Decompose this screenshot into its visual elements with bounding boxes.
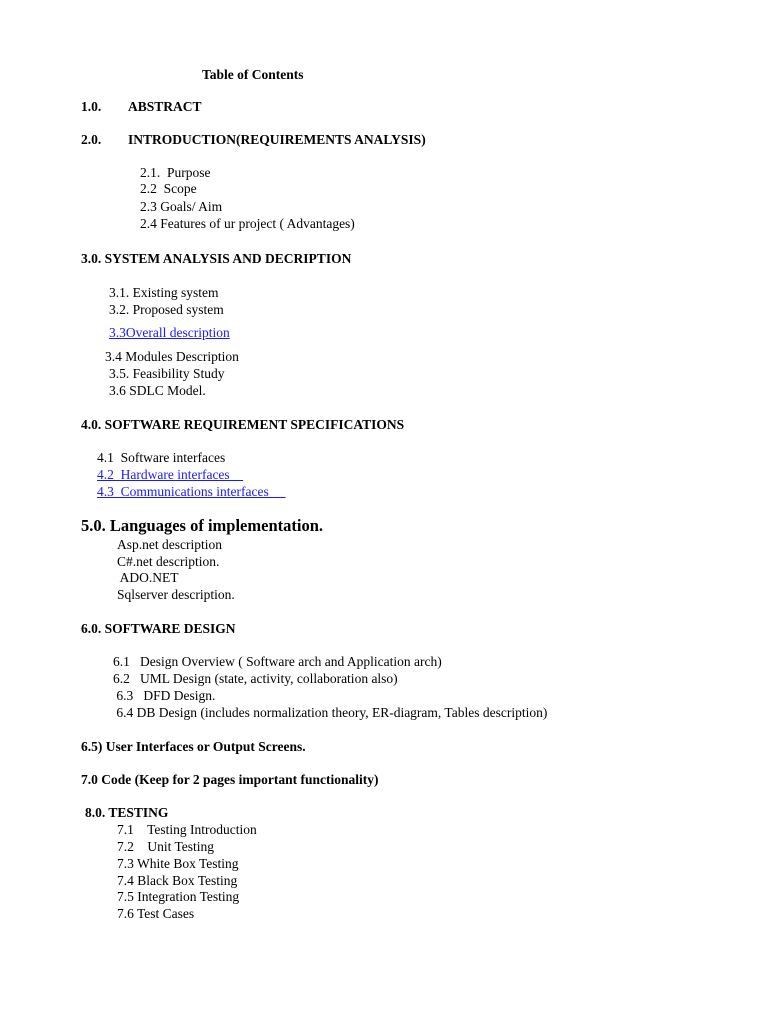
- section-2-number: 2.0.: [81, 132, 102, 147]
- item-5-aspnet: Asp.net description: [117, 537, 222, 552]
- section-6-title: 6.0. SOFTWARE DESIGN: [81, 621, 236, 636]
- link-4-3-communications-interfaces[interactable]: 4.3 Communications interfaces: [97, 484, 286, 499]
- section-5-title: 5.0. Languages of implementation.: [81, 516, 324, 535]
- item-2-1: 2.1. Purpose: [140, 165, 211, 180]
- section-2-title: INTRODUCTION(REQUIREMENTS ANALYSIS): [128, 132, 426, 147]
- section-4-title: 4.0. SOFTWARE REQUIREMENT SPECIFICATIONS: [81, 417, 405, 432]
- link-4-2-hardware-interfaces[interactable]: 4.2 Hardware interfaces: [97, 467, 244, 482]
- item-8-1: 7.1 Testing Introduction: [117, 822, 257, 837]
- item-3-2: 3.2. Proposed system: [109, 302, 224, 317]
- item-6-2: 6.2 UML Design (state, activity, collaboration also): [113, 671, 398, 686]
- toc-title: Table of Contents: [202, 67, 304, 82]
- item-8-3: 7.3 White Box Testing: [117, 856, 239, 871]
- item-8-4: 7.4 Black Box Testing: [117, 873, 238, 888]
- item-3-6: 3.6 SDLC Model.: [109, 383, 206, 398]
- item-5-sqlserver: Sqlserver description.: [117, 587, 235, 602]
- section-8-title: 8.0. TESTING: [85, 805, 169, 820]
- item-8-6: 7.6 Test Cases: [117, 906, 195, 921]
- item-8-5: 7.5 Integration Testing: [117, 889, 240, 904]
- item-3-4: 3.4 Modules Description: [105, 349, 239, 364]
- item-4-1: 4.1 Software interfaces: [97, 450, 226, 465]
- link-3-3-overall-description[interactable]: 3.3Overall description: [109, 325, 230, 340]
- item-3-1: 3.1. Existing system: [109, 285, 219, 300]
- section-1-number: 1.0.: [81, 99, 102, 114]
- section-3-title: 3.0. SYSTEM ANALYSIS AND DECRIPTION: [81, 251, 352, 266]
- section-1-title: ABSTRACT: [128, 99, 202, 114]
- item-2-3: 2.3 Goals/ Aim: [140, 199, 223, 214]
- item-6-1: 6.1 Design Overview ( Software arch and Application arch): [113, 654, 442, 669]
- item-3-5: 3.5. Feasibility Study: [109, 366, 225, 381]
- item-6-4: 6.4 DB Design (includes normalization theory, ER-diagram, Tables description): [113, 705, 548, 720]
- item-2-2: 2.2 Scope: [140, 181, 197, 196]
- item-8-2: 7.2 Unit Testing: [117, 839, 215, 854]
- item-5-adonet: ADO.NET: [117, 570, 179, 585]
- section-6-5-title: 6.5) User Interfaces or Output Screens.: [81, 739, 306, 754]
- section-7-title: 7.0 Code (Keep for 2 pages important functionality): [81, 772, 379, 787]
- item-2-4: 2.4 Features of ur project ( Advantages): [140, 216, 355, 231]
- item-5-csharp: C#.net description.: [117, 554, 220, 569]
- item-6-3: 6.3 DFD Design.: [113, 688, 216, 703]
